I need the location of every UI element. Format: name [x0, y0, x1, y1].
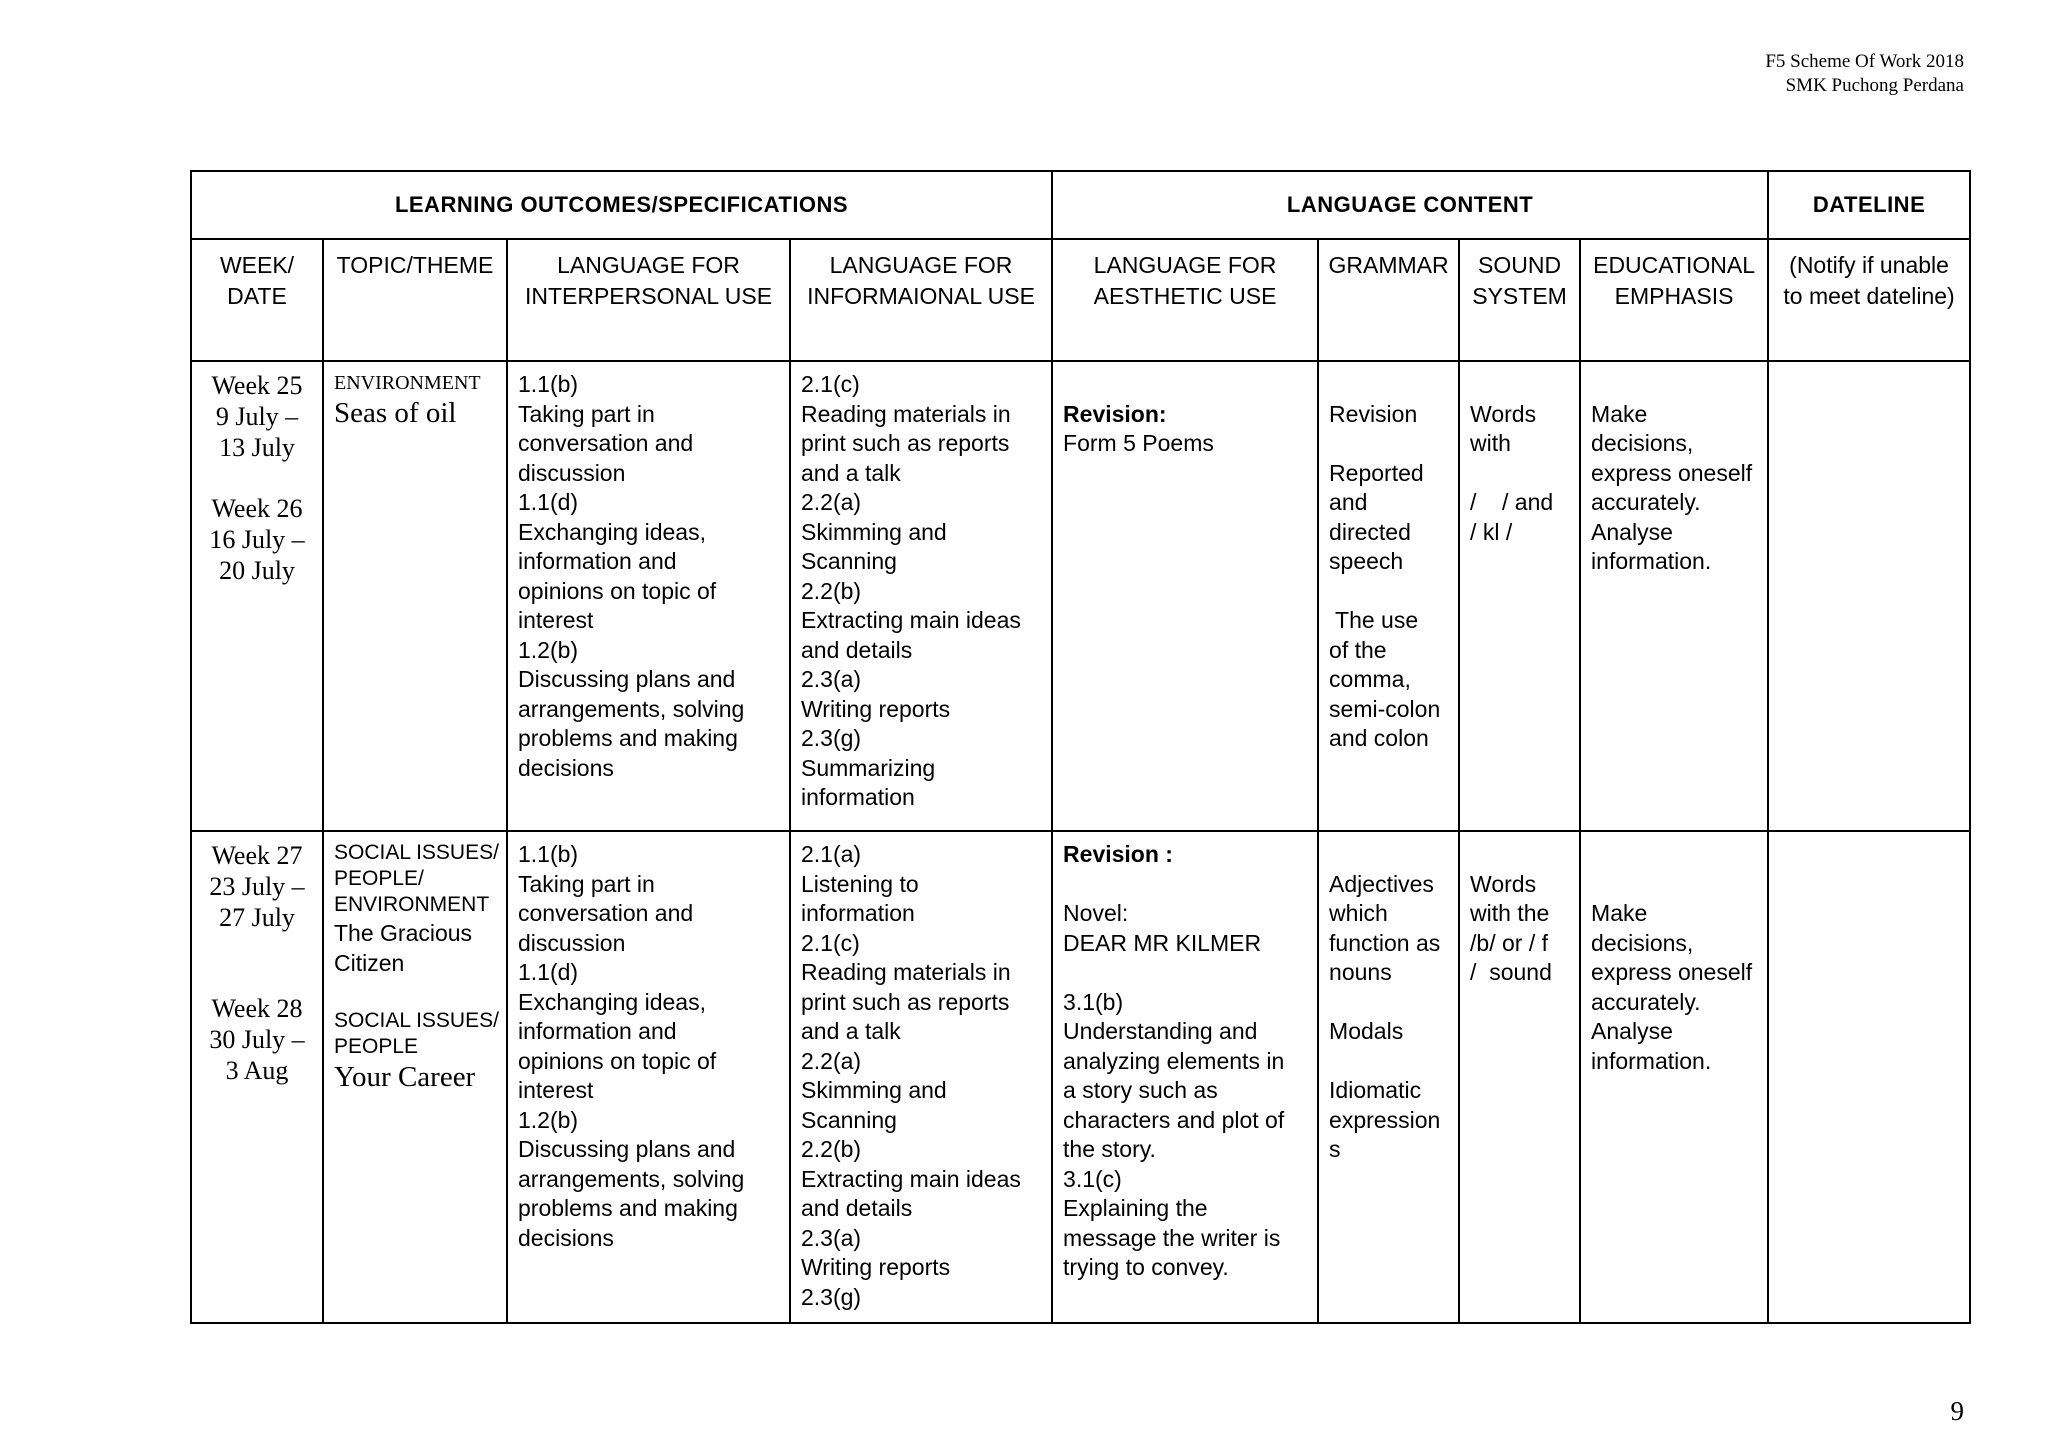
- text-line: Exchanging ideas,: [518, 518, 706, 545]
- interpersonal-cell: [507, 831, 790, 1323]
- text-line: PEOPLE/: [334, 867, 424, 890]
- text-line: [1063, 870, 1307, 900]
- col-sound-system: [1459, 239, 1580, 361]
- text-line: [1329, 988, 1448, 1018]
- text-line: INTERPERSONAL USE: [524, 283, 773, 309]
- text-line: and colon: [1329, 725, 1429, 751]
- topic-theme: [334, 840, 499, 918]
- text-line: / / and: [1470, 489, 1554, 515]
- table-row: [191, 831, 1970, 1323]
- text-line: with: [1470, 430, 1511, 456]
- dateline-cell: [1768, 361, 1970, 831]
- week-cell: [191, 361, 323, 831]
- sound-cell: [1459, 831, 1580, 1323]
- text-line: Words: [1470, 400, 1537, 427]
- text-line: 3.1(c): [1063, 1165, 1122, 1192]
- text-line: expression: [1329, 1106, 1441, 1133]
- text-line: SOUND: [1478, 252, 1562, 278]
- text-line: [1470, 840, 1569, 870]
- week-date: 20 July: [219, 556, 295, 585]
- text-line: discussion: [518, 929, 626, 956]
- text-line: Reading materials in: [801, 959, 1011, 985]
- text-line: TOPIC/THEME: [336, 252, 494, 278]
- text-line: /b/ or / f: [1470, 929, 1549, 956]
- text-line: / kl /: [1470, 518, 1513, 545]
- text-line: Summarizing: [801, 754, 936, 781]
- text-line: Listening to: [801, 870, 919, 897]
- text-line: Reported: [1329, 459, 1424, 486]
- text-line: nouns: [1329, 959, 1392, 985]
- text-line: Extracting main ideas: [801, 607, 1021, 633]
- text-line: Novel:: [1063, 900, 1129, 926]
- grammar-cell: [1318, 361, 1459, 831]
- text-line: accurately.: [1591, 988, 1701, 1015]
- text-line: DATE: [227, 283, 287, 309]
- text-line: ENVIRONMENT: [334, 893, 490, 916]
- interpersonal-cell: [507, 361, 790, 831]
- text-line: of the: [1329, 636, 1387, 663]
- text-line: 2.2(a): [801, 489, 862, 515]
- text-line: interest: [518, 1077, 594, 1103]
- text-line: and details: [801, 636, 913, 663]
- text-line: Taking part in: [518, 870, 655, 897]
- text-line: Modals: [1329, 1018, 1404, 1044]
- text-line: Analyse: [1591, 518, 1673, 545]
- document-header: [1765, 50, 1964, 98]
- week-date: 27 July: [219, 903, 295, 932]
- text-line: conversation and: [518, 430, 694, 456]
- text-line: and a talk: [801, 459, 901, 486]
- week-date: 16 July –: [209, 525, 305, 554]
- sound-lines: [1470, 400, 1569, 548]
- text-line: directed: [1329, 518, 1411, 545]
- text-line: 2.2(b): [801, 577, 862, 604]
- text-line: speech: [1329, 548, 1404, 574]
- text-line: information: [801, 784, 915, 810]
- text-line: LANGUAGE FOR: [829, 252, 1013, 278]
- educational-lines: [1591, 400, 1757, 577]
- topic-title: Your Career: [334, 1061, 476, 1093]
- text-line: 2.1(c): [801, 929, 860, 956]
- group-dateline: DATELINE: [1768, 171, 1970, 239]
- text-line: express oneself: [1591, 459, 1753, 486]
- col-aesthetic: [1052, 239, 1318, 361]
- text-line: DEAR MR KILMER: [1063, 929, 1262, 956]
- text-line: Skimming and: [801, 518, 947, 545]
- educational-cell: [1580, 831, 1768, 1323]
- text-line: 1.2(b): [518, 1106, 579, 1133]
- group-header-row: [191, 171, 1970, 239]
- text-line: The use: [1329, 607, 1419, 633]
- informational-cell: [790, 831, 1052, 1323]
- educational-cell: [1580, 361, 1768, 831]
- week-date: 3 Aug: [225, 1056, 289, 1085]
- col-informational: [790, 239, 1052, 361]
- text-line: 2.3(g): [801, 725, 862, 751]
- text-line: Scanning: [801, 1106, 897, 1133]
- text-line: Writing reports: [801, 1254, 951, 1280]
- text-line: GRAMMAR: [1328, 252, 1449, 278]
- text-line: Reading materials in: [801, 400, 1011, 427]
- text-line: opinions on topic of: [518, 577, 717, 604]
- text-line: Idiomatic: [1329, 1077, 1422, 1103]
- text-line: information.: [1591, 1047, 1712, 1074]
- topic-theme: [334, 1008, 499, 1060]
- text-line: 2.2(b): [801, 1136, 862, 1162]
- aesthetic-heading: Revision:: [1063, 400, 1167, 427]
- text-line: express oneself: [1591, 959, 1753, 985]
- sound-cell: [1459, 361, 1580, 831]
- text-line: message the writer is: [1063, 1224, 1281, 1251]
- text-line: 2.3(g): [801, 1283, 862, 1310]
- text-line: LANGUAGE FOR: [557, 252, 740, 278]
- week-label: Week 27: [211, 841, 303, 870]
- text-line: characters and plot of: [1063, 1106, 1285, 1133]
- text-line: problems and making: [518, 725, 738, 751]
- text-line: print such as reports: [801, 430, 1010, 456]
- text-line: to meet dateline): [1783, 283, 1955, 309]
- text-line: Make: [1591, 900, 1648, 926]
- aesthetic-lines: [1063, 870, 1307, 1283]
- col-interpersonal: [507, 239, 790, 361]
- col-topic-theme: [323, 239, 507, 361]
- text-line: Words: [1470, 870, 1537, 897]
- text-line: Adjectives: [1329, 870, 1434, 897]
- text-line: 1.2(b): [518, 636, 579, 663]
- text-line: decisions,: [1591, 929, 1694, 956]
- text-line: and: [1329, 489, 1368, 515]
- text-line: comma,: [1329, 666, 1411, 692]
- text-line: and a talk: [801, 1018, 901, 1044]
- text-line: (Notify if unable: [1789, 252, 1949, 278]
- text-line: EDUCATIONAL: [1593, 252, 1755, 278]
- aesthetic-cell: [1052, 361, 1318, 831]
- text-line: LANGUAGE FOR: [1093, 252, 1277, 278]
- text-line: decisions,: [1591, 430, 1694, 456]
- text-line: Writing reports: [801, 695, 951, 722]
- aesthetic-heading: Revision :: [1063, 841, 1173, 867]
- text-line: 2.1(a): [801, 841, 862, 867]
- text-line: Exchanging ideas,: [518, 988, 706, 1015]
- col-grammar: [1318, 239, 1459, 361]
- text-line: opinions on topic of: [518, 1047, 717, 1074]
- text-line: AESTHETIC USE: [1093, 283, 1277, 309]
- text-line: and details: [801, 1195, 913, 1221]
- text-line: SOCIAL ISSUES/: [334, 1009, 499, 1032]
- week-cell: [191, 831, 323, 1323]
- topic-title: Seas of oil: [334, 397, 457, 429]
- week-date: 30 July –: [209, 1025, 305, 1054]
- text-line: arrangements, solving: [518, 1165, 745, 1192]
- dateline-cell: [1768, 831, 1970, 1323]
- topic-cell: [323, 831, 507, 1323]
- week-date: 23 July –: [209, 872, 305, 901]
- text-line: 3.1(b): [1063, 988, 1124, 1015]
- text-line: [1063, 958, 1307, 988]
- text-line: decisions: [518, 754, 614, 781]
- text-line: 1.1(b): [518, 371, 579, 397]
- group-language-content: LANGUAGE CONTENT: [1052, 171, 1768, 239]
- text-line: The Gracious: [334, 920, 473, 946]
- text-line: interest: [518, 607, 594, 633]
- text-line: trying to convey.: [1063, 1254, 1229, 1280]
- text-line: Make: [1591, 400, 1648, 427]
- text-line: EMPHASIS: [1614, 283, 1734, 309]
- text-line: Taking part in: [518, 400, 655, 427]
- header-title: F5 Scheme Of Work 2018: [1765, 51, 1964, 72]
- text-line: function as: [1329, 929, 1441, 956]
- text-line: information and: [518, 1018, 677, 1044]
- week-label: Week 25: [211, 371, 303, 400]
- text-line: the story.: [1063, 1136, 1156, 1162]
- text-line: information.: [1591, 548, 1712, 574]
- week-label: Week 26: [211, 494, 303, 523]
- text-line: 2.3(a): [801, 1224, 862, 1251]
- week-label: Week 28: [211, 994, 303, 1023]
- text-line: print such as reports: [801, 988, 1010, 1015]
- scheme-of-work-table: [190, 170, 1971, 1324]
- text-line: Extracting main ideas: [801, 1165, 1021, 1192]
- week-date: 9 July –: [215, 402, 299, 431]
- text-line: [1329, 1047, 1448, 1077]
- text-line: information: [801, 900, 915, 926]
- informational-cell: [790, 361, 1052, 831]
- text-line: [1470, 459, 1569, 489]
- text-line: [1591, 840, 1757, 870]
- text-line: [1591, 870, 1757, 900]
- text-line: Analyse: [1591, 1018, 1673, 1044]
- text-line: a story such as: [1063, 1077, 1218, 1103]
- text-line: PEOPLE: [334, 1035, 419, 1058]
- topic-title: [334, 918, 496, 978]
- header-school: SMK Puchong Perdana: [1785, 75, 1964, 96]
- text-line: [1329, 840, 1448, 870]
- text-line: INFORMAIONAL USE: [807, 283, 1035, 309]
- text-line: Form 5 Poems: [1063, 430, 1214, 456]
- text-line: information and: [518, 548, 677, 574]
- col-week-date: [191, 239, 323, 361]
- topic-theme: ENVIRONMENT: [334, 372, 481, 394]
- text-line: Discussing plans and: [518, 1136, 736, 1162]
- text-line: conversation and: [518, 900, 694, 926]
- page-number: 9: [1950, 1396, 1964, 1426]
- text-line: 2.2(a): [801, 1047, 862, 1074]
- aesthetic-lines: [1063, 429, 1307, 459]
- text-line: 1.1(d): [518, 489, 579, 515]
- text-line: analyzing elements in: [1063, 1047, 1285, 1074]
- topic-cell: [323, 361, 507, 831]
- text-line: SYSTEM: [1472, 283, 1567, 309]
- text-line: arrangements, solving: [518, 695, 745, 722]
- aesthetic-cell: [1052, 831, 1318, 1323]
- text-line: / sound: [1470, 959, 1552, 985]
- text-line: 2.1(c): [801, 371, 860, 397]
- text-line: 2.3(a): [801, 666, 862, 692]
- text-line: s: [1329, 1136, 1341, 1162]
- text-line: 1.1(d): [518, 959, 579, 985]
- text-line: 1.1(b): [518, 841, 579, 867]
- text-line: semi-colon: [1329, 695, 1441, 722]
- text-line: Understanding and: [1063, 1018, 1258, 1044]
- text-line: Skimming and: [801, 1077, 947, 1103]
- text-line: [1329, 429, 1448, 459]
- text-line: decisions: [518, 1224, 614, 1251]
- grammar-cell: [1318, 831, 1459, 1323]
- column-header-row: [191, 239, 1970, 361]
- col-dateline-note: [1768, 239, 1970, 361]
- text-line: Scanning: [801, 548, 897, 574]
- text-line: with the: [1470, 900, 1550, 926]
- table-row: [191, 361, 1970, 831]
- text-line: discussion: [518, 459, 626, 486]
- group-learning-outcomes: LEARNING OUTCOMES/SPECIFICATIONS: [191, 171, 1052, 239]
- text-line: problems and making: [518, 1195, 738, 1221]
- text-line: which: [1329, 900, 1388, 926]
- grammar-lines: [1329, 400, 1448, 754]
- text-line: SOCIAL ISSUES/: [334, 841, 499, 864]
- text-line: Revision: [1329, 400, 1418, 427]
- text-line: WEEK/: [219, 252, 295, 278]
- text-line: Discussing plans and: [518, 666, 736, 692]
- col-educational-emphasis: [1580, 239, 1768, 361]
- text-line: Citizen: [334, 950, 405, 976]
- text-line: [1329, 577, 1448, 607]
- text-line: accurately.: [1591, 489, 1701, 515]
- week-date: 13 July: [219, 433, 295, 462]
- text-line: Explaining the: [1063, 1195, 1208, 1221]
